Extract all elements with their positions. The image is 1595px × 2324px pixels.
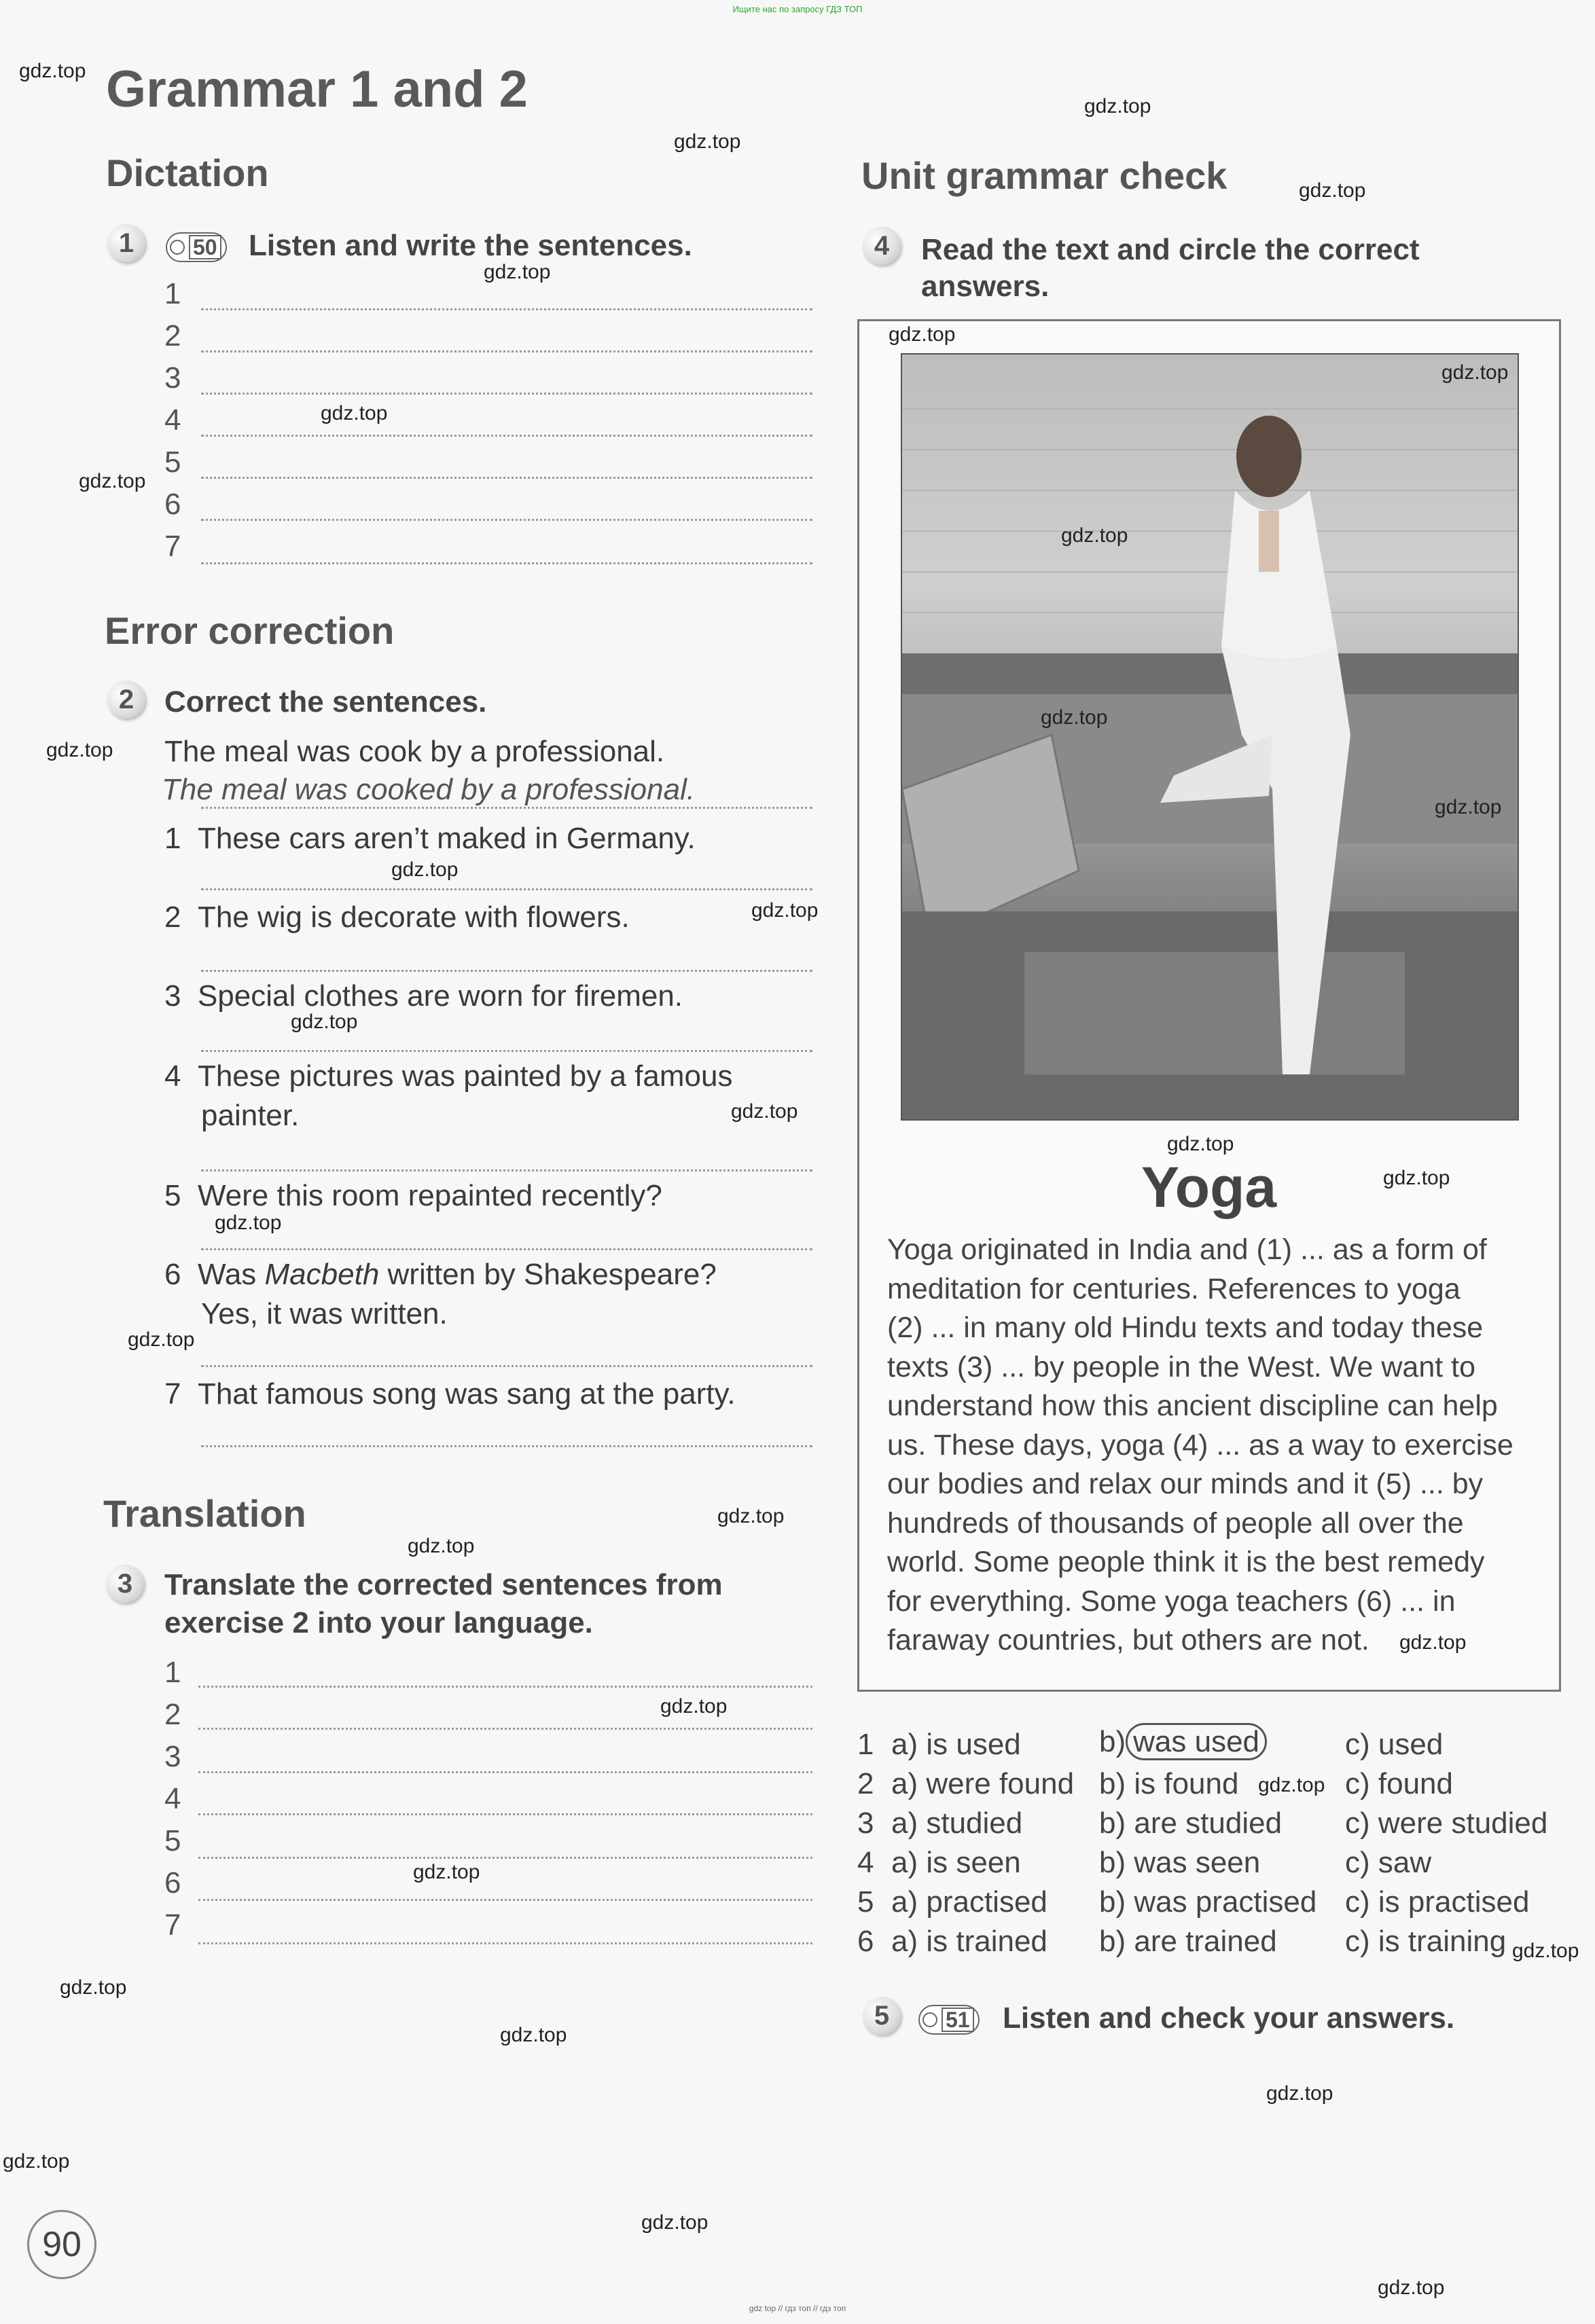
watermark: gdz.top: [1378, 2276, 1445, 2299]
translation-heading: Translation: [103, 1492, 306, 1535]
watermark: gdz.top: [1041, 706, 1108, 729]
answer-line[interactable]: [198, 1771, 812, 1773]
option-number: 4: [857, 1846, 874, 1879]
line-number: 1: [164, 1656, 181, 1689]
watermark: gdz.top: [79, 470, 146, 492]
reading-line: hundreds of thousands of people all over the: [887, 1506, 1464, 1540]
option-c[interactable]: c) is training: [1345, 1925, 1507, 1958]
cd-track-number: 51: [942, 2008, 974, 2032]
answer-line[interactable]: [201, 308, 812, 310]
option-b[interactable]: b) was seen: [1099, 1846, 1261, 1879]
dictation-heading: Dictation: [106, 151, 269, 194]
exercise-3-badge: 3: [106, 1565, 144, 1603]
option-b[interactable]: b) are trained: [1099, 1925, 1277, 1958]
reading-line: meditation for centuries. References to yoga: [887, 1272, 1460, 1305]
list-item: 4 These pictures was painted by a famous: [164, 1059, 733, 1093]
watermark: gdz.top: [1266, 2082, 1333, 2105]
reading-title: Yoga: [1141, 1155, 1277, 1219]
answer-line[interactable]: [201, 1445, 812, 1447]
answer-line[interactable]: [201, 477, 812, 479]
circled-answer: was used: [1126, 1723, 1267, 1760]
list-item: 2 The wig is decorate with flowers.: [164, 901, 630, 934]
translation-instruction-1: Translate the corrected sentences from: [164, 1568, 723, 1601]
answer-line[interactable]: [198, 1942, 812, 1944]
option-b[interactable]: b) was practised: [1099, 1885, 1317, 1919]
answer-line[interactable]: [201, 1050, 812, 1052]
list-item: 5 Were this room repainted recently?: [164, 1179, 662, 1212]
page-title: Grammar 1 and 2: [106, 60, 528, 118]
watermark: gdz.top: [641, 2211, 709, 2234]
cd-track-number: 50: [189, 235, 221, 259]
option-c[interactable]: c) were studied: [1345, 1806, 1548, 1840]
watermark: gdz.top: [1435, 796, 1502, 818]
watermark: gdz.top: [1512, 1940, 1579, 1962]
cd-track-icon[interactable]: [918, 2005, 980, 2035]
watermark: gdz.top: [3, 2150, 70, 2173]
option-c[interactable]: c) found: [1345, 1767, 1453, 1800]
answer-line[interactable]: [198, 1857, 812, 1859]
answer-line[interactable]: [201, 435, 812, 437]
line-number: 2: [164, 1698, 181, 1731]
list-item-continuation: painter.: [201, 1099, 300, 1132]
example-sentence: The meal was cook by a professional.: [164, 735, 665, 768]
example-answer: The meal was cooked by a professional.: [162, 773, 696, 806]
answer-line[interactable]: [201, 1365, 812, 1367]
watermark: gdz.top: [1383, 1167, 1450, 1189]
watermark: gdz.top: [60, 1976, 127, 1999]
line-number: 3: [164, 361, 181, 395]
answer-line[interactable]: [201, 970, 812, 972]
line-number: 3: [164, 1740, 181, 1773]
watermark: gdz.top: [46, 739, 113, 761]
answer-line[interactable]: [198, 1899, 812, 1901]
watermark: gdz.top: [500, 2024, 567, 2046]
reading-line: understand how this ancient discipline can help: [887, 1390, 1498, 1422]
exercise-4-badge: 4: [863, 227, 901, 265]
option-number: 6: [857, 1925, 874, 1958]
page-number: 90: [27, 2210, 96, 2279]
option-number: 3: [857, 1806, 874, 1840]
watermark: gdz.top: [321, 402, 388, 424]
line-number: 6: [164, 1866, 181, 1900]
answer-line[interactable]: [201, 888, 812, 890]
option-b[interactable]: b) was used: [1099, 1725, 1267, 1759]
list-item: 7 That famous song was sang at the party.: [164, 1377, 736, 1411]
watermark: gdz.top: [19, 60, 86, 82]
unit-check-heading: Unit grammar check: [861, 154, 1227, 197]
translation-instruction-2: exercise 2 into your language.: [164, 1606, 593, 1639]
exercise-2-badge: 2: [107, 680, 145, 719]
watermark: gdz.top: [484, 261, 551, 283]
watermark: gdz.top: [1061, 524, 1128, 547]
reading-line: texts (3) ... by people in the West. We want to: [887, 1350, 1475, 1383]
option-c[interactable]: c) is practised: [1345, 1885, 1530, 1919]
line-number: 7: [164, 1908, 181, 1942]
answer-line[interactable]: [201, 350, 812, 352]
reading-text: [887, 1231, 1539, 1660]
watermark: gdz.top: [889, 323, 956, 346]
cd-disc-icon: [922, 2012, 937, 2027]
reading-line: faraway countries, but others are not.: [887, 1624, 1369, 1656]
list-item: 3 Special clothes are worn for firemen.: [164, 979, 683, 1013]
watermark: gdz.top: [1299, 179, 1366, 202]
option-a[interactable]: a) practised: [891, 1885, 1047, 1919]
reading-line: (2) ... in many old Hindu texts and today these: [887, 1311, 1484, 1344]
bottom-note: gdz top // гдз топ // гдз топ: [749, 2304, 846, 2313]
yoga-photo-illustration: [902, 355, 1518, 1119]
reading-line: Yoga originated in India and (1) ... as a form of: [887, 1233, 1487, 1266]
option-c[interactable]: c) used: [1345, 1728, 1444, 1761]
answer-line[interactable]: [201, 393, 812, 395]
list-item-continuation: Yes, it was written.: [201, 1297, 448, 1330]
option-a[interactable]: a) is used: [891, 1728, 1021, 1761]
watermark: gdz.top: [1084, 95, 1151, 117]
top-note: Ищите нас по запросу ГДЗ ТОП: [732, 4, 863, 14]
cd-track-icon[interactable]: [166, 232, 227, 262]
watermark: gdz.top: [1399, 1631, 1467, 1654]
yoga-photo: [901, 353, 1519, 1121]
option-b[interactable]: b) is found: [1099, 1767, 1239, 1800]
option-number: 2: [857, 1767, 874, 1800]
line-number: 1: [164, 277, 181, 310]
watermark: gdz.top: [391, 858, 459, 881]
line-number: 5: [164, 1824, 181, 1857]
answer-line[interactable]: [201, 562, 812, 564]
answer-line[interactable]: [201, 1248, 812, 1250]
answer-line[interactable]: [198, 1728, 812, 1730]
watermark: gdz.top: [717, 1505, 785, 1527]
cd-disc-icon: [170, 240, 185, 255]
list-item: 1 These cars aren’t maked in Germany.: [164, 822, 696, 855]
option-number: 1: [857, 1728, 874, 1761]
exercise-5-instruction: Listen and check your answers.: [1003, 2001, 1455, 2035]
line-number: 6: [164, 488, 181, 521]
watermark: gdz.top: [1441, 361, 1509, 384]
answer-line[interactable]: [198, 1813, 812, 1815]
watermark: gdz.top: [413, 1861, 480, 1883]
line-number: 5: [164, 446, 181, 479]
watermark: gdz.top: [1258, 1774, 1325, 1796]
line-number: 2: [164, 319, 181, 352]
error-correction-heading: Error correction: [105, 609, 395, 652]
reading-line: for everything. Some yoga teachers (6) ... in: [887, 1584, 1456, 1618]
watermark: gdz.top: [408, 1535, 475, 1557]
answer-line[interactable]: [201, 807, 812, 809]
reading-line: world. Some people think it is the best remedy: [887, 1546, 1485, 1578]
option-b[interactable]: b) are studied: [1099, 1806, 1283, 1840]
answer-line[interactable]: [201, 1169, 812, 1172]
line-number: 4: [164, 1782, 181, 1815]
error-correction-instruction: Correct the sentences.: [164, 685, 487, 719]
line-number: 7: [164, 530, 181, 563]
watermark: gdz.top: [215, 1212, 282, 1234]
line-number: 4: [164, 403, 181, 437]
option-a[interactable]: a) is seen: [891, 1846, 1021, 1879]
option-c[interactable]: c) saw: [1345, 1846, 1432, 1879]
watermark: gdz.top: [731, 1100, 798, 1123]
watermark: gdz.top: [128, 1328, 195, 1351]
watermark: gdz.top: [751, 899, 819, 922]
exercise-1-badge: 1: [107, 224, 145, 262]
watermark: gdz.top: [674, 130, 741, 153]
unit-check-instruction-1: Read the text and circle the correct: [921, 233, 1420, 266]
watermark: gdz.top: [660, 1695, 728, 1718]
option-a[interactable]: a) is trained: [891, 1925, 1047, 1958]
watermark: gdz.top: [291, 1011, 358, 1033]
option-a[interactable]: a) were found: [891, 1767, 1075, 1800]
answer-line[interactable]: [198, 1686, 812, 1688]
unit-check-instruction-2: answers.: [921, 270, 1050, 303]
list-item: 6 Was Macbeth written by Shakespeare?: [164, 1258, 717, 1291]
option-number: 5: [857, 1885, 874, 1919]
reading-line: our bodies and relax our minds and it (5) ... by: [887, 1468, 1484, 1500]
answer-line[interactable]: [201, 519, 812, 521]
option-a[interactable]: a) studied: [891, 1806, 1023, 1840]
dictation-instruction: Listen and write the sentences.: [249, 229, 692, 262]
watermark: gdz.top: [1167, 1133, 1234, 1155]
exercise-5-badge: 5: [863, 1997, 901, 2035]
reading-line: us. These days, yoga (4) ... as a way to exercise: [887, 1428, 1513, 1461]
